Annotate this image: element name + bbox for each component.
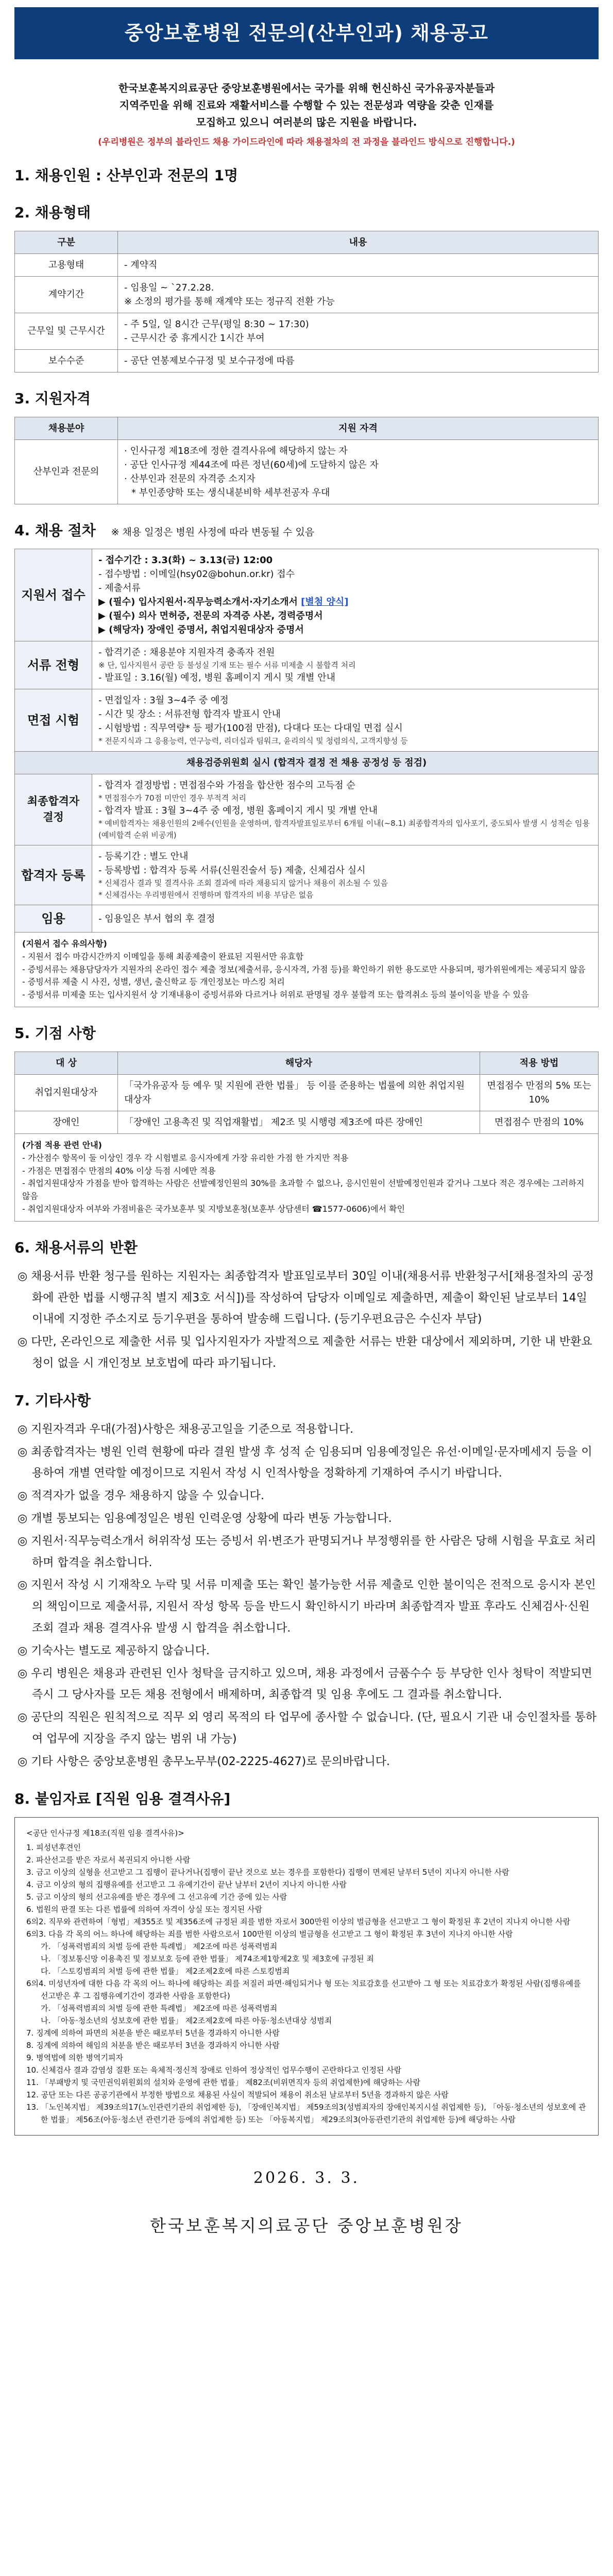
row-value: - 임용일 ~ `27.2.28.	[124, 282, 214, 293]
stage-line: - 접수방법 : 이메일(hsy02@bohun.or.kr) 접수	[98, 568, 295, 580]
table-row	[15, 689, 599, 752]
bonus-how: 면접점수 만점의 5% 또는 10%	[480, 1074, 599, 1111]
paragraph: ◎ 적격자가 없을 경우 채용하지 않을 수 있습니다.	[18, 1489, 264, 1503]
bonus-notes	[14, 1134, 599, 1222]
row-label: 계약기간	[15, 276, 118, 313]
disqualification-item: 11. 「부패방지 및 국민권익위원회의 설치와 운영에 관한 법률」 제82조(비위면직자 등의 취업제한)에 해당하는 사람	[26, 2077, 420, 2087]
field-label: 산부인과 전문의	[15, 439, 118, 504]
section-attachment-title: 8. 붙임자료 [직원 임용 결격사유]	[14, 1790, 231, 1807]
disqualification-item: 7. 징계에 의하여 파면의 처분을 받은 때로부터 5년을 경과하지 아니한 사람	[26, 2028, 280, 2038]
qualification-item: * 부인종양학 또는 생식내분비학 세부전공자 우대	[131, 487, 330, 498]
disqualification-subitem: 나. 「아동·청소년의 성보호에 관한 법률」 제2조제2호에 따른 아동·청소년대상 성범죄	[41, 2015, 332, 2025]
note-item: - 증빙서류 제출 시 사진, 성별, 생년, 출신학교 등 개인정보는 마스킹 처리	[22, 977, 285, 987]
table-row	[15, 313, 599, 349]
table-row	[15, 774, 599, 845]
table-row	[15, 439, 599, 504]
stage-registration: 합격자 등록	[15, 845, 92, 905]
table-header: 내용	[118, 231, 599, 253]
disqualification-item: 13. 「노인복지법」 제39조의17(노인관련기관의 취업제한 등), 「장애인복지법」 제59조의3(성범죄자의 장애인복지시설 취업제한 등), 「아동·청소년의 성보호에 관한 법률」 제56조(아동·청소년 관련기관 등에의 취업제한 등) 또는 「아동복지법」 제29조의3(아동관련기관의 취업제한 등)에 해당하는 사람	[26, 2102, 586, 2124]
notice-date: 2026. 3. 3.	[253, 2168, 360, 2187]
disqualification-box	[14, 1817, 599, 2136]
stage-final-decision: 최종합격자 결정	[15, 774, 92, 845]
row-label: 보수수준	[15, 349, 118, 372]
table-header: 대 상	[15, 1052, 118, 1074]
disqualification-subitem: 나. 「정보통신망 이용촉진 및 정보보호 등에 관한 법률」 제74조제1항제2호 및 제3호에 규정된 죄	[41, 1954, 374, 1963]
notes-title: (가점 적용 관련 안내)	[22, 1140, 102, 1150]
attached-form-link[interactable]: [별첨 양식]	[301, 596, 349, 607]
note-item: - 증빙서류는 채용담당자가 지원자의 온라인 접수 제출 정보(제출서류, 응시자격, 가점 등)를 확인하기 위한 용도로만 사용되며, 평가위원에게는 제공되지 않음	[22, 964, 586, 974]
stage-line: - 제출서류	[98, 582, 141, 594]
disqualification-item: 6. 법원의 판결 또는 다른 법률에 의하여 자격이 상실 또는 정지된 사람	[26, 1904, 262, 1914]
table-row	[15, 905, 599, 933]
stage-line: - 합격기준 : 채용분야 지원자격 충족자 전원	[98, 647, 275, 658]
section-procedure-title	[14, 520, 599, 541]
row-label: 고용형태	[15, 253, 118, 276]
disqualification-item: 6의2. 직무와 관련하여「형법」제355조 및 제356조에 규정된 죄를 범한 자로서 300만원 이상의 벌금형을 선고받고 그 형이 확정된 후 2년이 지나지 아니한 사람	[26, 1917, 571, 1926]
table-row	[15, 253, 599, 276]
section-return-title: 6. 채용서류의 반환	[14, 1239, 138, 1256]
table-row	[15, 751, 599, 774]
section-qualification-title: 3. 지원자격	[14, 389, 91, 407]
paragraph: ◎ 지원서·직무능력소개서 허위작성 또는 증빙서 위·변조가 판명되거나 부정행위를 한 사람은 당해 시험을 무효로 처리하며 합격을 취소합니다.	[18, 1534, 596, 1569]
stage-line: * 면접점수가 70점 미만인 경우 부적격 처리	[98, 793, 247, 803]
disqualification-item: 5. 금고 이상의 형의 선고유예를 받은 경우에 그 선고유예 기간 중에 있는 사람	[26, 1892, 287, 1902]
bonus-target: 장애인	[15, 1111, 118, 1133]
paragraph: ◎ 기타 사항은 중앙보훈병원 총무노무부(02-2225-4627)로 문의바랍니다.	[18, 1755, 390, 1768]
paragraph: ◎ 최종합격자는 병원 인력 현황에 따라 결원 발생 후 성적 순 임용되며 임용예정일은 유선·이메일·문자메세지 등을 이용하여 개별 연락할 예정이므로 지원서 작성 시 인적사항을 정확하게 기재하여 주시기 바랍니다.	[18, 1445, 592, 1480]
employment-type-table	[14, 231, 599, 372]
disqualification-subitem: 가. 「성폭력범죄의 처벌 등에 관한 특례법」 제2조에 따른 성폭력범죄	[41, 2003, 278, 2013]
stage-line: * 예비합격자는 채용인원의 2배수(인원을 운영하며, 합격자발표일로부터 6개월 이내(~8.1) 최종합격자의 입사포기, 중도퇴사 발생 시 성적순 임용(예비합격 순위 비공개)	[98, 819, 590, 840]
procedure-note: ※ 채용 일정은 병원 사정에 따라 변동될 수 있음	[111, 526, 315, 538]
bonus-table	[14, 1052, 599, 1134]
disqualification-item: 6의3. 다음 각 목의 어느 하나에 해당하는 죄를 범한 사람으로서 100만원 이상의 벌금형을 선고받고 그 형이 확정된 후 3년이 지나지 아니한 사람	[26, 1929, 513, 1939]
procedure-title-text: 4. 채용 절차	[14, 521, 96, 539]
disqualification-item: 10. 신체검사 결과 감염성 질환 또는 육체적·정신적 장애로 인하여 정상적인 업무수행이 곤란하다고 인정된 사람	[26, 2065, 402, 2075]
stage-line: - 발표일 : 3.16(월) 예정, 병원 홈페이지 게시 및 개별 안내	[98, 672, 335, 683]
section-misc-title: 7. 기타사항	[14, 1392, 91, 1409]
note-item: - 취업지원대상자 여부와 가점비율은 국가보훈부 및 지방보훈청(보훈부 상담센터 ☎1577-0606)에서 확인	[22, 1204, 405, 1214]
note-item: - 지원서 접수 마감시간까지 이메일을 통해 최종제출이 완료된 지원서만 유효함	[22, 951, 304, 961]
disqualification-item: 6의4. 미성년자에 대한 다음 각 목의 어느 하나에 해당하는 죄를 저질러 파면·해임되거나 형 또는 치료감호를 선고받아 그 형 또는 치료감호가 확정된 사람(집행유예를 선고받은 후 그 집행유예기간이 경과한 사람을 포함한다)	[26, 1978, 581, 2001]
intro-text	[14, 80, 599, 131]
table-row	[15, 641, 599, 689]
table-header: 해당자	[118, 1052, 480, 1074]
bonus-how: 면접점수 만점의 10%	[480, 1111, 599, 1133]
disqualification-item: 4. 금고 이상의 형의 집행유예를 선고받고 그 유예기간이 끝난 날부터 2년이 지나지 아니한 사람	[26, 1879, 347, 1889]
organization-name: 한국보훈복지의료공단 중앙보훈병원장	[150, 2215, 463, 2235]
blind-hiring-notice: (우리병원은 정부의 블라인드 채용 가이드라인에 따라 채용절차의 전 과정을 블라인드 방식으로 진행합니다.)	[98, 137, 515, 147]
stage-interview: 면접 시험	[15, 689, 92, 752]
section-bonus-title: 5. 기점 사항	[14, 1024, 96, 1042]
paragraph: ◎ 지원자격과 우대(가점)사항은 채용공고일을 기준으로 적용합니다.	[18, 1422, 354, 1436]
table-header: 채용분야	[15, 417, 118, 439]
note-item: - 취업지원대상자 가점을 받아 합격하는 사람은 선발예정인원의 30%를 초과할 수 없으나, 응시인원이 선발예정인원과 같거나 그보다 적은 경우에는 그러하지 않음	[22, 1178, 585, 1201]
row-value: - 주 5일, 일 8시간 근무(평일 8:30 ~ 17:30)	[124, 318, 309, 330]
table-header: 구분	[15, 231, 118, 253]
note-item: - 가점은 면접점수 만점의 40% 이상 득점 시에만 적용	[22, 1165, 216, 1176]
disqualification-item: 9. 병역법에 의한 병역기피자	[26, 2053, 124, 2062]
paragraph: ◎ 기숙사는 별도로 제공하지 않습니다.	[18, 1644, 210, 1657]
disqualification-item: 2. 파산선고를 받은 자로서 복권되지 아니한 사람	[26, 1855, 191, 1865]
stage-line: - 접수기간 : 3.3(화) ~ 3.13(금) 12:00	[98, 554, 273, 566]
application-notes	[14, 933, 599, 1007]
paragraph: ◎ 지원서 작성 시 기재착오 누락 및 서류 미제출 또는 확인 불가능한 서류 제출로 인한 불이익은 전적으로 응시자 본인의 책임이므로 제출서류, 지원서 작성 항목 등을 반드시 확인하시기 바라며 최종합격자 발표 후라도 신체검사·신원조회 결과 채용 결격사유 발생 시 합격을 취소합니다.	[18, 1579, 596, 1635]
disqualification-item: 12. 공단 또는 다른 공공기관에서 부정한 방법으로 채용된 사실이 적발되어 채용이 취소된 날로부터 5년을 경과하지 않은 사람	[26, 2090, 449, 2099]
stage-line: * 신체검사 결과 및 결격사유 조회 결과에 따라 채용되지 않거나 채용이 취소될 수 있음	[98, 878, 388, 888]
section-employment-type-title: 2. 채용형태	[14, 204, 91, 221]
qualification-item: · 산부인과 전문의 자격증 소지자	[124, 473, 256, 484]
note-item: - 증빙서류 미제출 또는 입사지원서 상 기재내용이 증빙서류와 다르거나 허위로 판명될 경우 불합격 또는 합격취소 등의 불이익을 받을 수 있음	[22, 990, 529, 1000]
page-title: 중앙보훈병원 전문의(산부인과) 채용공고	[14, 7, 599, 59]
row-value: - 계약직	[124, 259, 158, 270]
misc-paragraphs	[18, 1419, 599, 1773]
stage-line: ※ 단, 입사지원서 공란 등 불성실 기재 또는 필수 서류 미제출 시 불합격 처리	[98, 660, 356, 670]
note-item: - 가산점수 항목이 둘 이상인 경우 각 시험별로 응시자에게 가장 유리한 가점 한 가지만 적용	[22, 1153, 349, 1163]
stage-line: * 신체검사는 우리병원에서 진행하며 합격자의 비용 부담은 없음	[98, 890, 314, 900]
disqualification-head: <공단 인사규정 제18조(직원 임용 결격사유)>	[26, 1828, 184, 1838]
table-row	[15, 349, 599, 372]
table-row	[15, 845, 599, 905]
stage-line: * 전문지식과 그 응용능력, 연구능력, 리더십과 팀워크, 윤리의식 및 청렴의식, 고객지향성 등	[98, 736, 408, 745]
disqualification-item: 8. 징계에 의하여 해임의 처분을 받은 때로부터 3년을 경과하지 아니한 사람	[26, 2040, 280, 2050]
stage-line: - 임용일은 부서 협의 후 결정	[98, 913, 215, 924]
verification-committee-band: 채용검증위원회 실시 (합격자 결정 전 채용 공정성 등 점검)	[15, 751, 599, 774]
disqualification-item: 1. 피성년후견인	[26, 1842, 81, 1852]
stage-line: - 면접일자 : 3월 3~4주 중 예정	[98, 695, 229, 706]
paragraph: ◎ 채용서류 반환 청구를 원하는 지원자는 최종합격자 발표일로부터 30일 이내(채용서류 반환청구서[채용절차의 공정화에 관한 법률 시행규칙 별지 제3호 서식])를 작성하여 담당자 이메일로 제출하면, 제출이 확인된 날로부터 14일 이내에 지정한 주소지로 등기우편을 통하여 발송해 드립니다. (등기우편요금은 수신자 부담)	[18, 1269, 594, 1326]
stage-line: - 시험방법 : 직무역량* 등 평가(100점 만점), 다대다 또는 다대일 면접 실시	[98, 723, 403, 734]
section-headcount-title: 1. 채용인원 : 산부인과 전문의 1명	[14, 166, 239, 184]
disqualification-subitem: 가. 「성폭력범죄의 처벌 등에 관한 특례법」 제2조에 따른 성폭력범죄	[41, 1941, 278, 1951]
table-row	[15, 276, 599, 313]
row-value: ※ 소정의 평가를 통해 재계약 또는 정규직 전환 가능	[124, 296, 335, 307]
disqualification-item: 3. 금고 이상의 실형을 선고받고 그 집행이 끝나거나(집행이 끝난 것으로 보는 경우를 포함한다) 집행이 면제된 날부터 5년이 지나지 아니한 사람	[26, 1867, 509, 1877]
stage-line: - 합격자 결정방법 : 면접점수와 가점을 합산한 점수의 고득점 순	[98, 779, 355, 791]
qualification-item: · 공단 인사규정 제44조에 따른 정년(60세)에 도달하지 않은 자	[124, 459, 379, 470]
stage-application: 지원서 접수	[15, 549, 92, 641]
table-row	[15, 549, 599, 641]
paragraph: ◎ 다만, 온라인으로 제출한 서류 및 입사지원자가 자발적으로 제출한 서류는 반환 대상에서 제외하며, 기한 내 반환요청이 없을 시 개인정보 보호법에 따라 파기됩니다.	[18, 1335, 592, 1370]
stage-line: - 등록방법 : 합격자 등록 서류(신원진술서 등) 제출, 신체검사 실시	[98, 865, 366, 876]
table-header: 지원 자격	[118, 417, 599, 439]
bonus-who: 「장애인 고용촉진 및 직업재활법」 제2조 및 시행령 제3조에 따른 장애인	[118, 1111, 480, 1133]
stage-line: ▶ (필수) 의사 면허증, 전문의 자격증 사본, 경력증명서	[98, 610, 323, 621]
intro-line: 지역주민을 위해 진료와 재활서비스를 수행할 수 있는 전문성과 역량을 갖춘 인재를	[119, 99, 494, 111]
return-paragraphs	[18, 1266, 599, 1375]
intro-line: 모집하고 있으니 여러분의 많은 지원을 바랍니다.	[196, 116, 417, 128]
stage-line: - 합격자 발표 : 3월 3~4주 중 예정, 병원 홈페이지 게시 및 개별 안내	[98, 805, 378, 816]
procedure-table	[14, 549, 599, 933]
qualification-item: · 인사규정 제18조에 정한 결격사유에 해당하지 않는 자	[124, 445, 348, 456]
stage-line-text: ▶ (필수) 입사지원서·직무능력소개서·자기소개서	[98, 596, 298, 607]
paragraph: ◎ 공단의 직원은 원칙적으로 직무 외 영리 목적의 타 업무에 종사할 수 없습니다. (단, 필요시 기관 내 승인절차를 통하여 업무에 지장을 주지 않는 범위 내 가능)	[18, 1711, 597, 1745]
notes-title: (지원서 접수 유의사항)	[22, 939, 107, 948]
table-header: 적용 방법	[480, 1052, 599, 1074]
bonus-who: 「국가유공자 등 예우 및 지원에 관한 법률」 등 이를 준용하는 법률에 의한 취업지원 대상자	[118, 1074, 480, 1111]
stage-line: - 등록기간 : 별도 안내	[98, 851, 189, 862]
bonus-target: 취업지원대상자	[15, 1074, 118, 1111]
stage-line	[98, 595, 592, 609]
stage-appointment: 임용	[15, 905, 92, 933]
qualification-table	[14, 417, 599, 504]
table-row	[15, 1074, 599, 1111]
stage-line: - 시간 및 장소 : 서류전형 합격자 발표시 안내	[98, 709, 281, 720]
row-value: - 근무시간 중 휴게시간 1시간 부여	[124, 332, 265, 344]
paragraph: ◎ 우리 병원은 채용과 관련된 인사 청탁을 금지하고 있으며, 채용 과정에서 금품수수 등 부당한 인사 청탁이 적발되면 즉시 그 당사자를 모든 채용 전형에서 배제하며, 최종합격 및 임용 후에도 그 결과를 취소합니다.	[18, 1667, 592, 1702]
stage-document-screening: 서류 전형	[15, 641, 92, 689]
intro-line: 한국보훈복지의료공단 중앙보훈병원에서는 국가를 위해 헌신하신 국가유공자분들과	[118, 82, 495, 94]
disqualification-subitem: 다. 「스토킹범죄의 처벌 등에 관한 법률」 제2조제2호에 따른 스토킹범죄	[41, 1966, 290, 1976]
table-row	[15, 1111, 599, 1133]
stage-line: ▶ (해당자) 장애인 증명서, 취업지원대상자 증명서	[98, 624, 304, 635]
row-value: - 공단 연봉제보수규정 및 보수규정에 따름	[124, 355, 295, 366]
row-label: 근무일 및 근무시간	[15, 313, 118, 349]
paragraph: ◎ 개별 통보되는 임용예정일은 병원 인력운영 상황에 따라 변동 가능합니다.	[18, 1512, 392, 1525]
